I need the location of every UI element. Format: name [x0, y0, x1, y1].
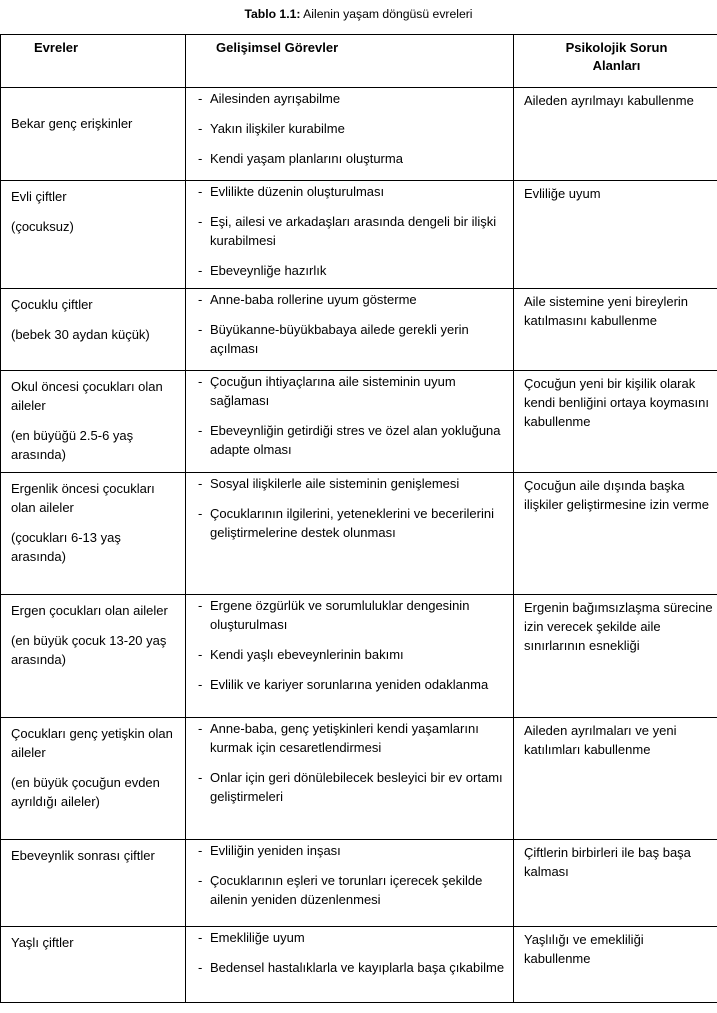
stage-name: Çocukları genç yetişkin olan aileler	[11, 726, 173, 760]
tasks-cell	[186, 181, 514, 289]
stage-cell	[1, 718, 186, 840]
task-text: Anne-baba, genç yetişkinleri kendi yaşamlarını kurmak için cesaretlendirmesi	[210, 721, 479, 755]
stage-cell	[1, 595, 186, 718]
stage-cell	[1, 371, 186, 473]
table-row	[1, 840, 717, 927]
problem-text: Aileden ayrılmaları ve yeni katılımları kabullenme	[524, 723, 677, 757]
header-problems	[514, 35, 717, 88]
header-stages: Evreler	[1, 35, 186, 88]
dash-bullet: -	[198, 374, 203, 389]
task-item	[198, 645, 507, 664]
dash-bullet: -	[198, 476, 203, 491]
table-body	[1, 88, 717, 1003]
task-item	[198, 928, 507, 947]
task-text: Bedensel hastalıklarla ve kayıplarla başa çıkabilme	[210, 960, 505, 975]
problems-cell	[514, 371, 717, 473]
dash-bullet: -	[198, 647, 203, 662]
dash-bullet: -	[198, 843, 203, 858]
problem-text: Evliliğe uyum	[524, 186, 601, 201]
task-item	[198, 212, 507, 250]
table-row	[1, 927, 717, 1003]
stage-name: Ebeveynlik sonrası çiftler	[11, 848, 155, 863]
problems-cell	[514, 718, 717, 840]
task-item	[198, 182, 507, 201]
stage-subtitle: (en büyük çocuğun evden ayrıldığı aileler)	[11, 775, 160, 809]
task-text: Ebeveynliğin getirdiği stres ve özel alan yokluğuna adapte olması	[210, 423, 501, 457]
table-row	[1, 289, 717, 371]
tasks-cell	[186, 371, 514, 473]
dash-bullet: -	[198, 677, 203, 692]
caption-text: Ailenin yaşam döngüsü evreleri	[303, 7, 473, 21]
dash-bullet: -	[198, 930, 203, 945]
table-row	[1, 181, 717, 289]
tasks-cell	[186, 840, 514, 927]
task-text: Emekliliğe uyum	[210, 930, 305, 945]
table-row	[1, 88, 717, 181]
problems-cell	[514, 289, 717, 371]
dash-bullet: -	[198, 292, 203, 307]
table-caption	[0, 6, 717, 22]
tasks-cell	[186, 289, 514, 371]
dash-bullet: -	[198, 598, 203, 613]
task-text: Çocuğun ihtiyaçlarına aile sisteminin uyum sağlaması	[210, 374, 456, 408]
problem-text: Çiftlerin birbirleri ile baş başa kalması	[524, 845, 691, 879]
family-life-cycle-table	[0, 34, 717, 1003]
problems-cell	[514, 181, 717, 289]
task-item	[198, 958, 507, 977]
tasks-cell	[186, 718, 514, 840]
stage-subtitle: (çocukları 6-13 yaş arasında)	[11, 530, 121, 564]
caption-label: Tablo 1.1:	[244, 7, 301, 21]
task-item	[198, 675, 507, 694]
task-item	[198, 320, 507, 358]
stage-cell	[1, 473, 186, 595]
task-text: Büyükanne-büyükbabaya ailede gerekli yerin açılması	[210, 322, 469, 356]
problem-text: Ergenin bağımsızlaşma sürecine izin verecek şekilde aile sınırlarının esnekliği	[524, 600, 713, 653]
dash-bullet: -	[198, 322, 203, 337]
header-problems-line1: Psikolojik Sorun	[565, 40, 668, 55]
task-text: Ergene özgürlük ve sorumluluklar dengesinin oluşturulması	[210, 598, 470, 632]
stage-subtitle: (çocuksuz)	[11, 219, 74, 234]
problems-cell	[514, 595, 717, 718]
problems-cell	[514, 927, 717, 1003]
stage-name: Bekar genç erişkinler	[11, 116, 133, 131]
stage-name: Okul öncesi çocukları olan aileler	[11, 379, 163, 413]
tasks-cell	[186, 88, 514, 181]
stage-name: Çocuklu çiftler	[11, 297, 93, 312]
header-problems-line2: Alanları	[592, 58, 641, 73]
dash-bullet: -	[198, 873, 203, 888]
problems-cell	[514, 473, 717, 595]
stage-name: Yaşlı çiftler	[11, 935, 74, 950]
tasks-cell	[186, 927, 514, 1003]
table-header-row	[1, 35, 717, 88]
task-item	[198, 290, 507, 309]
tasks-cell	[186, 595, 514, 718]
task-item	[198, 841, 507, 860]
problem-text: Çocuğun yeni bir kişilik olarak kendi benliğini ortaya koymasını kabullenme	[524, 376, 709, 429]
problem-text: Aile sistemine yeni bireylerin katılmasını kabullenme	[524, 294, 689, 328]
dash-bullet: -	[198, 506, 203, 521]
stage-cell	[1, 88, 186, 181]
dash-bullet: -	[198, 151, 203, 166]
task-text: Yakın ilişkiler kurabilme	[210, 121, 345, 136]
dash-bullet: -	[198, 423, 203, 438]
task-text: Evlilikte düzenin oluşturulması	[210, 184, 385, 199]
task-item	[198, 261, 507, 280]
dash-bullet: -	[198, 184, 203, 199]
table-row	[1, 371, 717, 473]
dash-bullet: -	[198, 263, 203, 278]
task-item	[198, 768, 507, 806]
stage-subtitle: (en büyük çocuk 13-20 yaş arasında)	[11, 633, 167, 667]
problem-text: Yaşlılığı ve emekliliği kabullenme	[524, 932, 644, 966]
task-item	[198, 372, 507, 410]
dash-bullet: -	[198, 721, 203, 736]
task-text: Eşi, ailesi ve arkadaşları arasında dengeli bir ilişki kurabilmesi	[210, 214, 497, 248]
task-item	[198, 89, 507, 108]
problem-text: Aileden ayrılmayı kabullenme	[524, 93, 694, 108]
task-text: Çocuklarının ilgilerini, yeteneklerini ve becerilerini geliştirmelerine destek olunması	[210, 506, 494, 540]
stage-name: Evli çiftler	[11, 189, 67, 204]
stage-cell	[1, 927, 186, 1003]
task-text: Ailesinden ayrışabilme	[210, 91, 341, 106]
dash-bullet: -	[198, 960, 203, 975]
dash-bullet: -	[198, 121, 203, 136]
task-text: Kendi yaşam planlarını oluşturma	[210, 151, 403, 166]
task-item	[198, 474, 507, 493]
task-item	[198, 119, 507, 138]
table-row	[1, 718, 717, 840]
tasks-cell	[186, 473, 514, 595]
task-item	[198, 149, 507, 168]
problems-cell	[514, 88, 717, 181]
stage-subtitle: (en büyüğü 2.5-6 yaş arasında)	[11, 428, 134, 462]
task-text: Onlar için geri dönülebilecek besleyici bir ev ortamı geliştirmeleri	[210, 770, 503, 804]
task-text: Evliliğin yeniden inşası	[210, 843, 341, 858]
dash-bullet: -	[198, 770, 203, 785]
task-item	[198, 871, 507, 909]
stage-name: Ergenlik öncesi çocukları olan aileler	[11, 481, 155, 515]
stage-cell	[1, 181, 186, 289]
task-item	[198, 719, 507, 757]
stage-cell	[1, 289, 186, 371]
table-row	[1, 473, 717, 595]
task-text: Ebeveynliğe hazırlık	[210, 263, 327, 278]
header-tasks: Gelişimsel Görevler	[186, 35, 514, 88]
stage-subtitle: (bebek 30 aydan küçük)	[11, 327, 150, 342]
stage-cell	[1, 840, 186, 927]
task-item	[198, 596, 507, 634]
task-item	[198, 504, 507, 542]
dash-bullet: -	[198, 91, 203, 106]
dash-bullet: -	[198, 214, 203, 229]
problems-cell	[514, 840, 717, 927]
task-text: Anne-baba rollerine uyum gösterme	[210, 292, 417, 307]
task-item	[198, 421, 507, 459]
table-row	[1, 595, 717, 718]
task-text: Kendi yaşlı ebeveynlerinin bakımı	[210, 647, 404, 662]
task-text: Evlilik ve kariyer sorunlarına yeniden odaklanma	[210, 677, 489, 692]
problem-text: Çocuğun aile dışında başka ilişkiler geliştirmesine izin verme	[524, 478, 709, 512]
task-text: Sosyal ilişkilerle aile sisteminin genişlemesi	[210, 476, 460, 491]
stage-name: Ergen çocukları olan aileler	[11, 603, 168, 618]
task-text: Çocuklarının eşleri ve torunları içerecek şekilde ailenin yeniden düzenlenmesi	[210, 873, 483, 907]
